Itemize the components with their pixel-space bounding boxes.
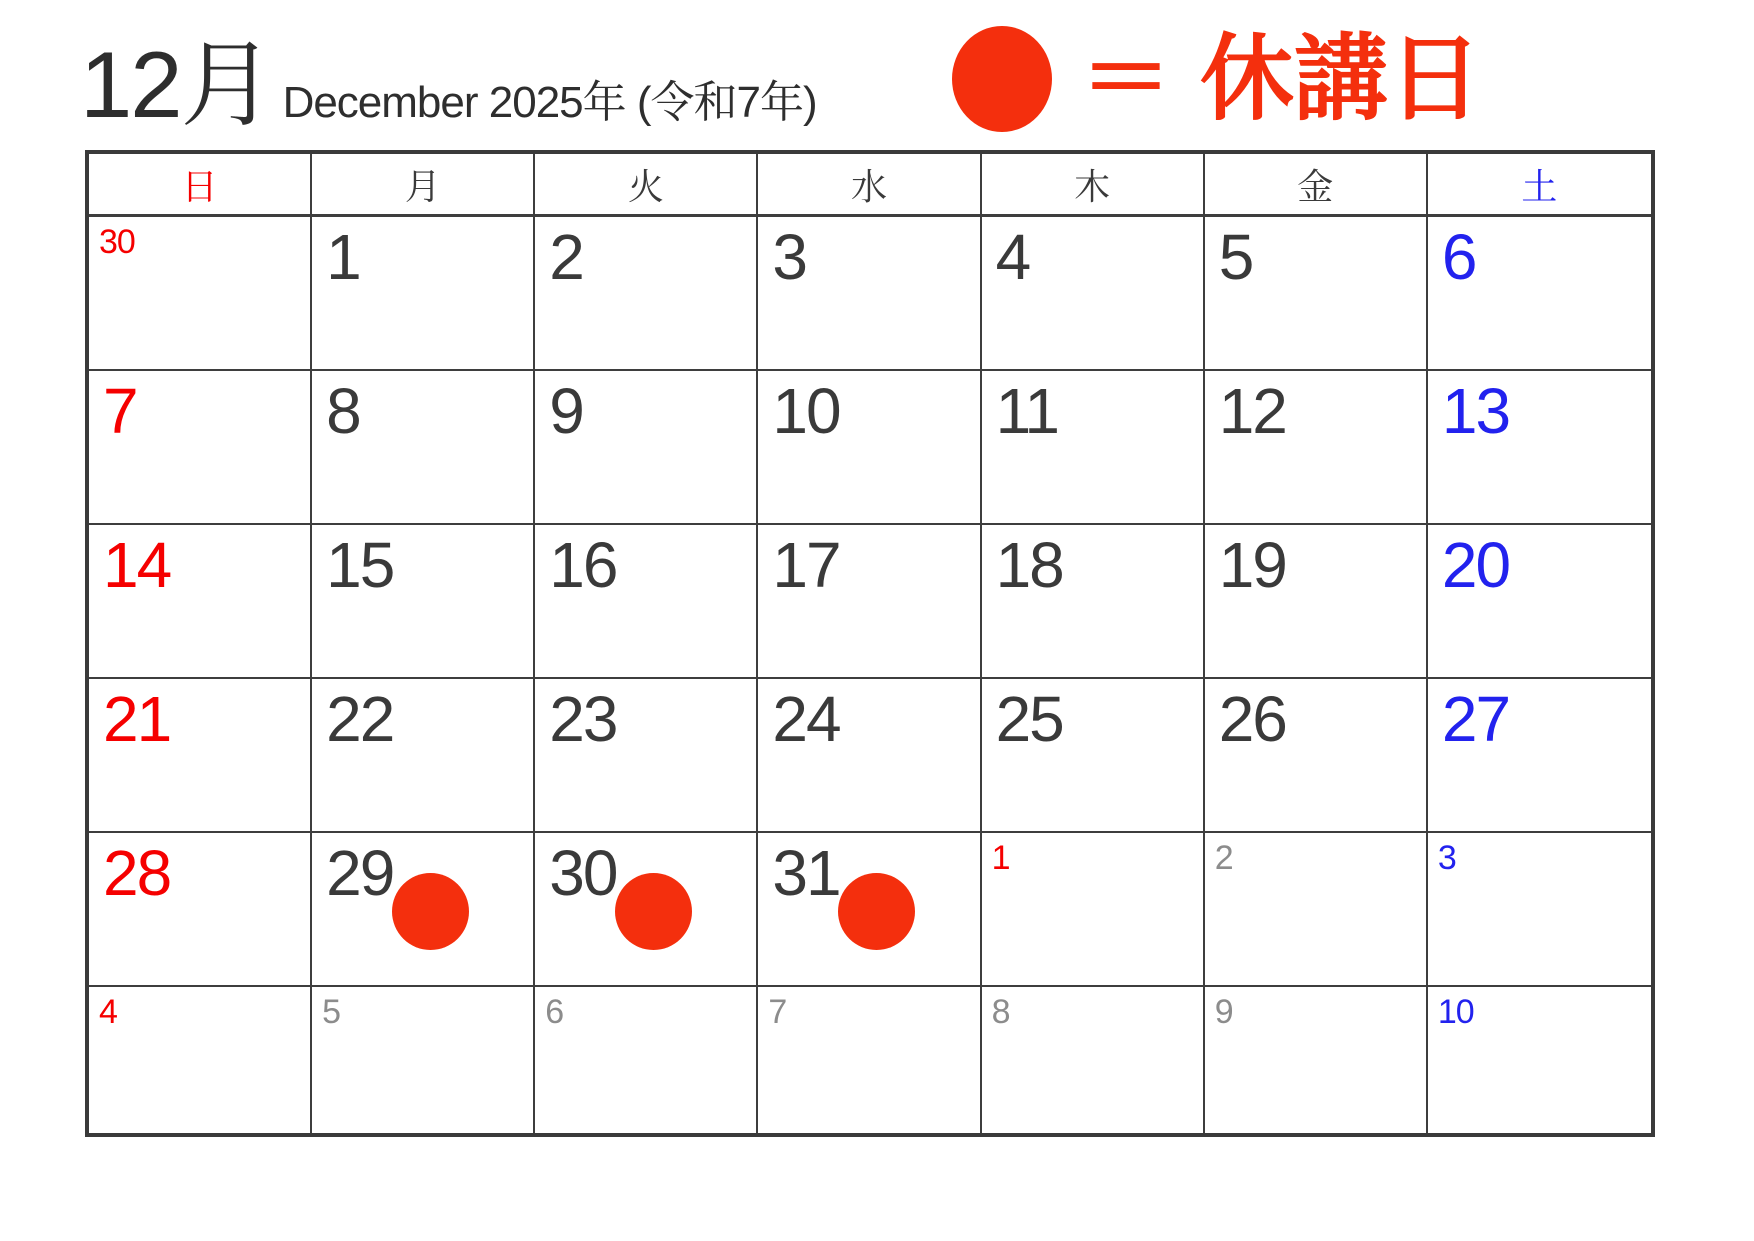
day-number: 6 xyxy=(545,993,564,1031)
calendar-cell xyxy=(1205,833,1428,987)
calendar-cell xyxy=(535,987,758,1133)
month-subtitle: December 2025年 (令和7年) xyxy=(282,78,817,127)
day-number: 5 xyxy=(322,993,341,1031)
calendar-cell xyxy=(758,833,981,987)
day-number: 1 xyxy=(991,839,1010,877)
calendar-cell xyxy=(312,987,535,1133)
weekday-header-cell: 土 xyxy=(1428,154,1651,217)
calendar-cell xyxy=(1205,217,1428,371)
day-number: 29 xyxy=(326,837,394,909)
calendar-cell xyxy=(1428,525,1651,679)
day-number: 7 xyxy=(768,993,787,1031)
calendar-cell xyxy=(1428,217,1651,371)
day-number: 19 xyxy=(1218,529,1286,601)
holiday-dot-icon xyxy=(615,873,692,950)
day-number: 10 xyxy=(1437,993,1474,1031)
calendar-cell xyxy=(758,525,981,679)
calendar-cell xyxy=(89,679,312,833)
holiday-dot-icon xyxy=(392,873,469,950)
page-title xyxy=(80,32,817,137)
day-number: 6 xyxy=(1441,221,1476,293)
day-number: 18 xyxy=(995,529,1063,601)
day-number: 7 xyxy=(103,375,137,447)
calendar-cell xyxy=(312,217,535,371)
calendar-cell xyxy=(89,371,312,525)
weekday-header-cell: 月 xyxy=(312,154,535,217)
holiday-dot-icon xyxy=(952,26,1052,132)
day-number: 21 xyxy=(103,683,171,755)
month-title: 12月 xyxy=(80,32,273,137)
calendar-cell xyxy=(312,525,535,679)
weekday-header-cell: 金 xyxy=(1205,154,1428,217)
calendar-cell xyxy=(758,371,981,525)
day-number: 26 xyxy=(1218,683,1286,755)
calendar-cell xyxy=(1428,833,1651,987)
calendar-grid xyxy=(89,217,1651,1133)
calendar-cell xyxy=(535,679,758,833)
day-number: 23 xyxy=(549,683,617,755)
day-number: 5 xyxy=(1218,221,1253,293)
day-number: 30 xyxy=(99,223,135,261)
day-number: 25 xyxy=(995,683,1063,755)
day-number: 8 xyxy=(326,375,360,447)
holiday-legend xyxy=(952,26,1482,132)
day-number: 28 xyxy=(103,837,171,909)
calendar-cell xyxy=(1205,371,1428,525)
weekday-header-cell: 日 xyxy=(89,154,312,217)
day-number: 10 xyxy=(772,375,840,447)
calendar-cell xyxy=(758,217,981,371)
calendar-cell xyxy=(312,371,535,525)
day-number: 2 xyxy=(1214,839,1233,877)
calendar-cell xyxy=(89,987,312,1133)
calendar-cell xyxy=(535,217,758,371)
calendar-cell xyxy=(89,525,312,679)
day-number: 4 xyxy=(995,221,1030,293)
day-number: 27 xyxy=(1441,683,1510,755)
day-number: 24 xyxy=(772,683,840,755)
weekday-header-cell: 木 xyxy=(982,154,1205,217)
calendar-cell xyxy=(1428,679,1651,833)
calendar-cell xyxy=(1205,987,1428,1133)
day-number: 22 xyxy=(326,683,394,755)
calendar-cell xyxy=(982,525,1205,679)
equals-sign: ＝ xyxy=(1079,28,1172,130)
day-number: 12 xyxy=(1218,375,1286,447)
day-number: 20 xyxy=(1441,529,1510,601)
calendar-table xyxy=(85,150,1655,1137)
calendar-cell xyxy=(312,679,535,833)
day-number: 3 xyxy=(772,221,807,293)
calendar-cell xyxy=(982,987,1205,1133)
day-number: 11 xyxy=(995,375,1058,447)
calendar-cell xyxy=(1428,987,1651,1133)
calendar-cell xyxy=(982,679,1205,833)
day-number: 14 xyxy=(103,529,171,601)
day-number: 15 xyxy=(326,529,394,601)
day-number: 2 xyxy=(549,221,583,293)
calendar-cell xyxy=(535,371,758,525)
calendar-cell xyxy=(535,833,758,987)
weekday-header-cell: 水 xyxy=(758,154,981,217)
calendar-cell xyxy=(1205,679,1428,833)
day-number: 9 xyxy=(549,375,583,447)
day-number: 13 xyxy=(1441,375,1510,447)
calendar-cell xyxy=(758,679,981,833)
holiday-dot-icon xyxy=(838,873,915,950)
day-number: 30 xyxy=(549,837,617,909)
calendar-cell xyxy=(982,833,1205,987)
day-number: 3 xyxy=(1437,839,1456,877)
calendar-cell xyxy=(1428,371,1651,525)
day-number: 1 xyxy=(326,221,360,293)
day-number: 9 xyxy=(1214,993,1233,1031)
calendar-cell xyxy=(312,833,535,987)
calendar-cell xyxy=(982,217,1205,371)
day-number: 17 xyxy=(772,529,840,601)
calendar-cell xyxy=(982,371,1205,525)
calendar-cell xyxy=(535,525,758,679)
day-number: 31 xyxy=(772,837,840,909)
weekday-header-cell: 火 xyxy=(535,154,758,217)
day-number: 4 xyxy=(99,993,117,1031)
day-number: 8 xyxy=(991,993,1010,1031)
calendar-cell xyxy=(89,217,312,371)
calendar-cell xyxy=(89,833,312,987)
calendar-cell xyxy=(758,987,981,1133)
legend-label: 休講日 xyxy=(1199,26,1482,131)
weekday-header-row xyxy=(89,154,1651,217)
day-number: 16 xyxy=(549,529,617,601)
calendar-cell xyxy=(1205,525,1428,679)
